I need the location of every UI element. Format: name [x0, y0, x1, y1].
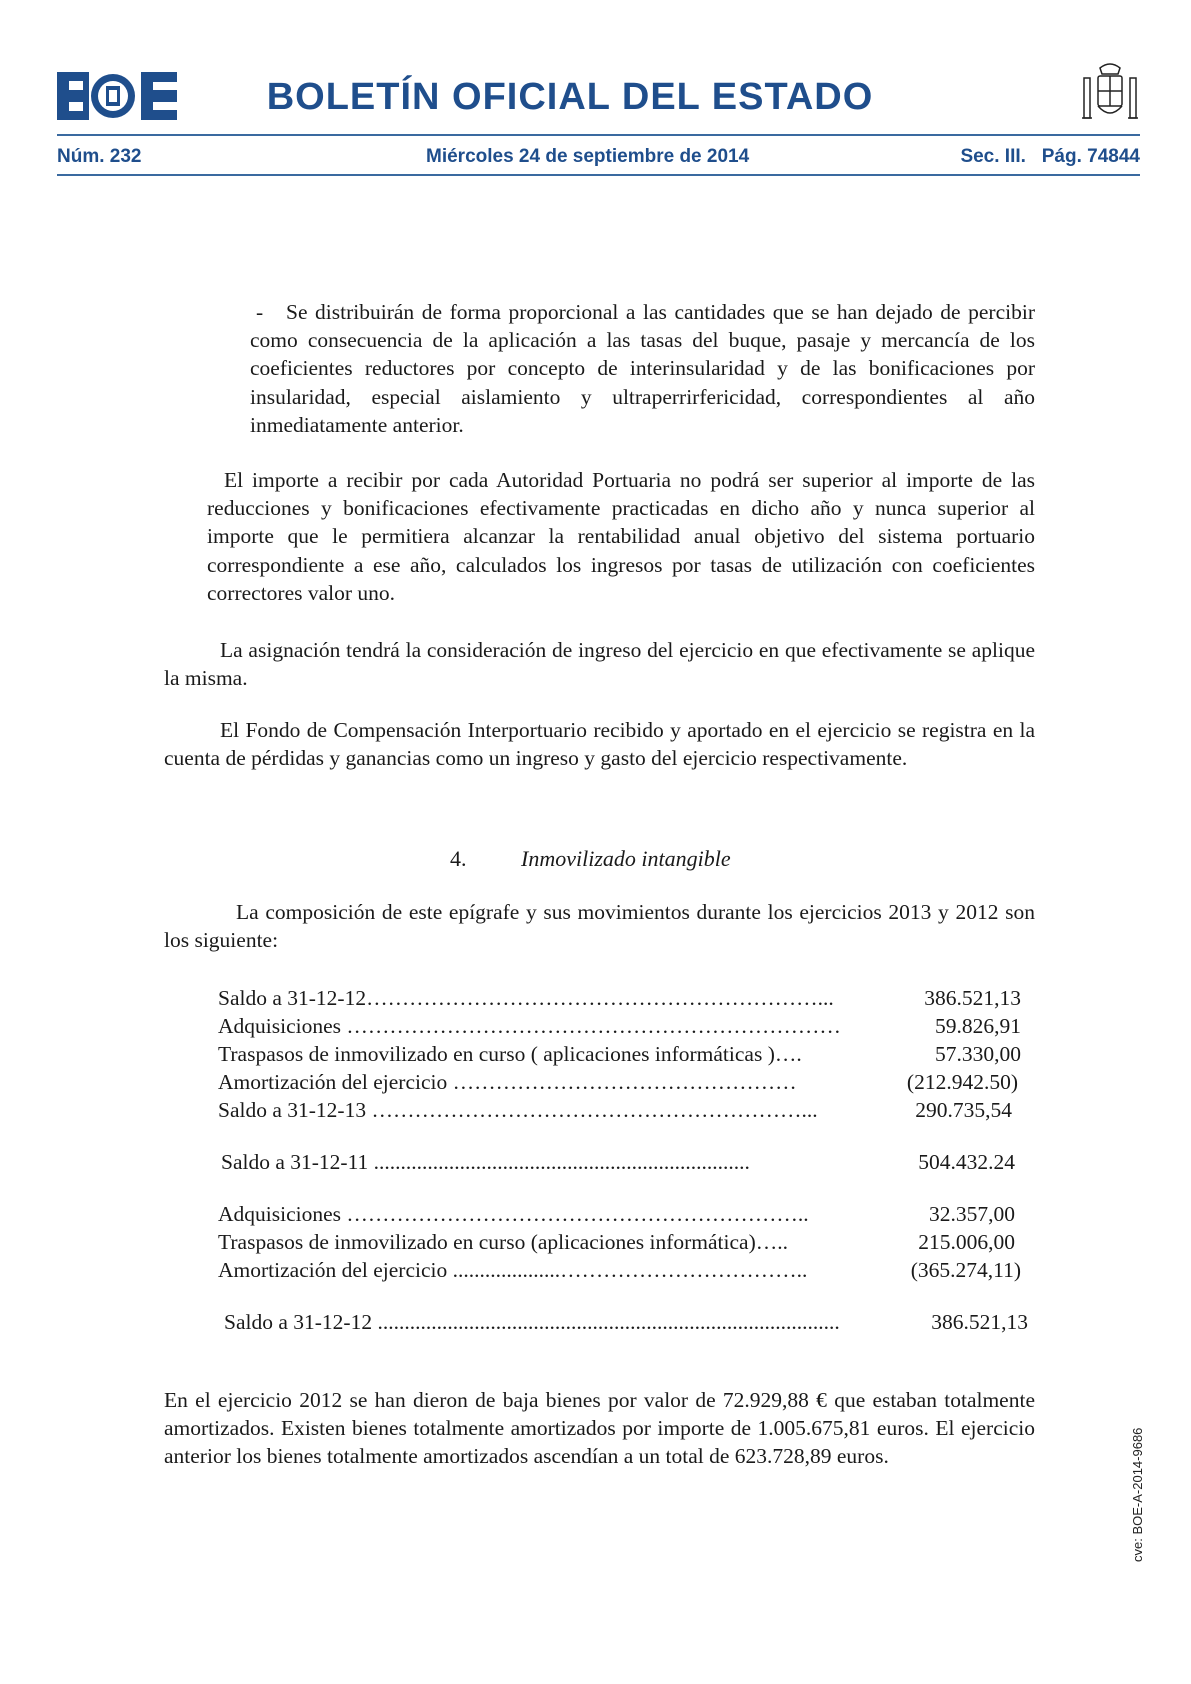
row-label: Adquisiciones …………………………………………………………… [218, 1014, 841, 1038]
page-title: BOLETÍN OFICIAL DEL ESTADO [266, 76, 874, 118]
paragraph-1: El importe a recibir por cada Autoridad Portuaria no podrá ser superior al importe de las reducciones y bonificaciones efectivamente practicadas en dicho año y nunca superior al importe que le permitiera alcanzar la rentabilidad anual objetivo del sistema portuario correspondiente a ese año, calculados los ingresos por tasas de utilización con coeficientes correctores valor uno. [207, 468, 1035, 605]
row-label: Adquisiciones ……………………………………………………….. [218, 1202, 809, 1226]
row-value: 386.521,13 [924, 986, 1021, 1010]
section-number: 4. [450, 846, 467, 871]
section-page: Sec. III. Pág. 74844 [960, 146, 1140, 167]
boe-logo [57, 72, 177, 120]
table-row [218, 1070, 1018, 1098]
row-label: Saldo a 31-12-12 ...................................................................................... [224, 1310, 840, 1334]
row-value: 215.006,00 [918, 1230, 1015, 1254]
row-label: Amortización del ejercicio ....................…………………………….. [218, 1258, 808, 1282]
table-row [218, 1098, 1018, 1126]
issue-number: Núm. 232 [57, 146, 142, 167]
row-value: 57.330,00 [935, 1042, 1021, 1066]
row-label: Saldo a 31-12-11 ...................................................................... [221, 1150, 750, 1174]
cve-identifier: cve: BOE-A-2014-9686 [1130, 1427, 1145, 1562]
row-label: Saldo a 31-12-13 ……………………………………………………... [218, 1098, 818, 1122]
bullet-dash: - [256, 300, 264, 324]
row-value: 59.826,91 [935, 1014, 1021, 1038]
row-value: (212.942.50) [906, 1070, 1018, 1094]
row-label: Traspasos de inmovilizado en curso (aplicaciones informática)….. [218, 1230, 788, 1254]
table-row [218, 1310, 1028, 1338]
paragraph-5: En el ejercicio 2012 se han dieron de baja bienes por valor de 72.929,88 € que estaban totalmente amortizados. Existen bienes totalmente amortizados por importe de 1.005.675,81 euros. El ejercicio anterior los bienes totalmente amortizados ascendían a un total de 623.728,89 euros. [164, 1388, 1035, 1469]
bullet-text: Se distribuirán de forma proporcional a las cantidades que se han dejado de percibir como consecuencia de la aplicación a las tasas del buque, pasaje y mercancía de los coeficientes reductores por concepto de interinsularidad y de las bonificaciones por insularidad, especial aislamiento y ultraperrirfericidad, correspondientes al año inmediatamente anterior. [250, 300, 1035, 437]
row-value: 290.735,54 [915, 1098, 1012, 1122]
row-value: 504.432.24 [918, 1150, 1015, 1174]
table-row [218, 1014, 1021, 1042]
row-value: 386.521,13 [931, 1310, 1028, 1334]
header-rule-top [57, 134, 1140, 136]
header-rule-bottom [57, 174, 1140, 176]
table-row [218, 1042, 1021, 1070]
table-row [218, 986, 1021, 1014]
section-title: Inmovilizado intangible [521, 846, 731, 871]
row-label: Saldo a 31-12-12………………………………………………………... [218, 986, 834, 1010]
coat-of-arms-icon [1078, 60, 1142, 128]
row-label: Traspasos de inmovilizado en curso ( aplicaciones informáticas )…. [218, 1042, 802, 1066]
row-value: (365.274,11) [910, 1258, 1021, 1282]
table-row [218, 1202, 1018, 1230]
row-label: Amortización del ejercicio ………………………………………… [218, 1070, 797, 1094]
table-row [218, 1150, 1018, 1178]
paragraph-3: El Fondo de Compensación Interportuario recibido y aportado en el ejercicio se registra en la cuenta de pérdidas y ganancias como un ingreso y gasto del ejercicio respectivamente. [164, 718, 1035, 771]
table-row [218, 1230, 1018, 1258]
table-row [218, 1258, 1021, 1286]
row-value: 32.357,00 [929, 1202, 1015, 1226]
issue-date: Miércoles 24 de septiembre de 2014 [426, 146, 750, 167]
paragraph-4: La composición de este epígrafe y sus movimientos durante los ejercicios 2013 y 2012 son los siguiente: [164, 900, 1035, 953]
bullet-item [250, 298, 1035, 439]
paragraph-2: La asignación tendrá la consideración de ingreso del ejercicio en que efectivamente se aplique la misma. [164, 638, 1035, 691]
